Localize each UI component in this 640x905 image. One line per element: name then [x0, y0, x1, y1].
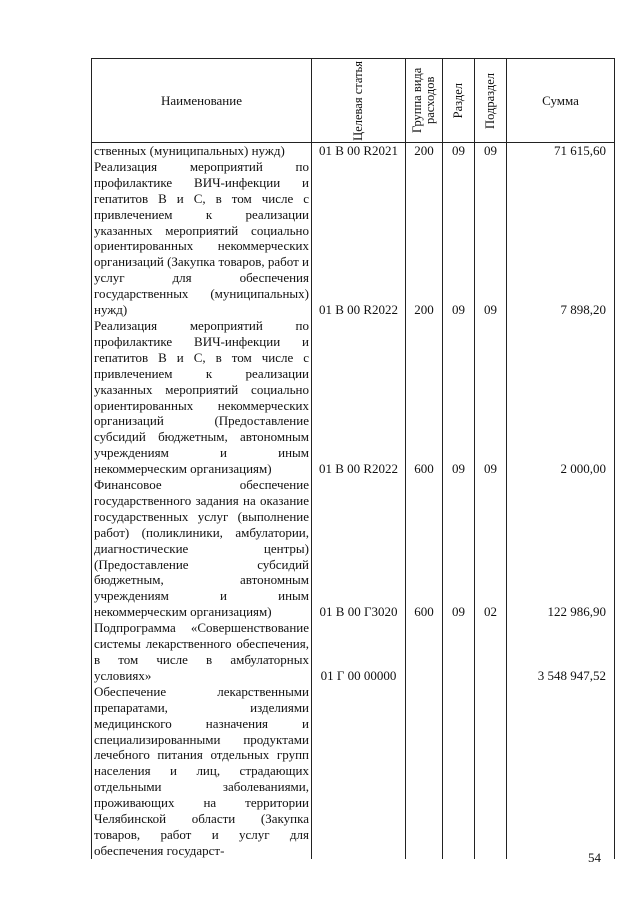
row-section: 09: [443, 477, 475, 620]
header-sum: Сумма: [507, 59, 615, 143]
row-sum: 71 615,60: [507, 143, 615, 159]
row-group: 600: [406, 477, 443, 620]
row-sum: 7 898,20: [507, 159, 615, 318]
row-code: 01 Г 00 00000: [312, 620, 406, 684]
row-sum: [507, 684, 615, 859]
header-row: [92, 59, 615, 143]
row-subsection: 02: [475, 477, 507, 620]
row-section: 09: [443, 318, 475, 477]
header-code: Целевая статья: [312, 59, 406, 143]
row-name: ственных (муниципальных) нужд): [92, 143, 312, 159]
row-section: [443, 684, 475, 859]
table-row: [92, 318, 615, 477]
header-name: Наименование: [92, 59, 312, 143]
row-code: [312, 684, 406, 859]
row-sum: 122 986,90: [507, 477, 615, 620]
row-code: 01 В 00 R2022: [312, 318, 406, 477]
header-group: Группа вида расходов: [406, 59, 443, 143]
row-group: 200: [406, 159, 443, 318]
row-subsection: 09: [475, 143, 507, 159]
row-group: 600: [406, 318, 443, 477]
row-group: 200: [406, 143, 443, 159]
row-name: Подпрограмма «Совершенствование системы лекарственного обеспечения, в том числе в амбулаторных условиях»: [92, 620, 312, 684]
row-group: [406, 684, 443, 859]
row-subsection: 09: [475, 318, 507, 477]
row-subsection: [475, 684, 507, 859]
header-subsection: Подраздел: [475, 59, 507, 143]
page-number: 54: [588, 850, 601, 865]
table-row: [92, 143, 615, 159]
row-code: 01 В 00 R2022: [312, 159, 406, 318]
row-code: 01 В 00 R2021: [312, 143, 406, 159]
row-sum: 2 000,00: [507, 318, 615, 477]
row-section: [443, 620, 475, 684]
row-section: 09: [443, 143, 475, 159]
row-name: Реализация мероприятий по профилактике ВИЧ-инфекции и гепатитов В и С, в том числе с привлечением к реализации указанных мероприятий социально ориентированных некоммерческих организаций (Закупка товаров, работ и услуг для обеспечения государственных (муниципальных) нужд): [92, 159, 312, 318]
row-section: 09: [443, 159, 475, 318]
row-sum: 3 548 947,52: [507, 620, 615, 684]
header-section: Раздел: [443, 59, 475, 143]
budget-table: [91, 58, 615, 859]
table-row: [92, 159, 615, 318]
row-name: Финансовое обеспечение государственного задания на оказание государственных услуг (выполнение работ) (поликлиники, амбулатории, диагностические центры) (Предоставление субсидий бюджетным, автономным учреждениям и иным некоммерческим организациям): [92, 477, 312, 620]
row-name: Обеспечение лекарственными препаратами, изделиями медицинского назначения и специализированными продуктами лечебного питания отдельных групп населения и лиц, страдающих отдельными заболеваниями, проживающих на территории Челябинской области (Закупка товаров, работ и услуг для обеспечения государст-: [92, 684, 312, 859]
row-code: 01 В 00 Г3020: [312, 477, 406, 620]
table-row: [92, 684, 615, 859]
table-row: [92, 477, 615, 620]
table-row: [92, 620, 615, 684]
row-name: Реализация мероприятий по профилактике ВИЧ-инфекции и гепатитов В и С, в том числе с привлечением к реализации указанных мероприятий социально ориентированных некоммерческих организаций (Предоставление субсидий бюджетным, автономным учреждениям и иным некоммерческим организациям): [92, 318, 312, 477]
row-group: [406, 620, 443, 684]
row-subsection: [475, 620, 507, 684]
row-subsection: 09: [475, 159, 507, 318]
